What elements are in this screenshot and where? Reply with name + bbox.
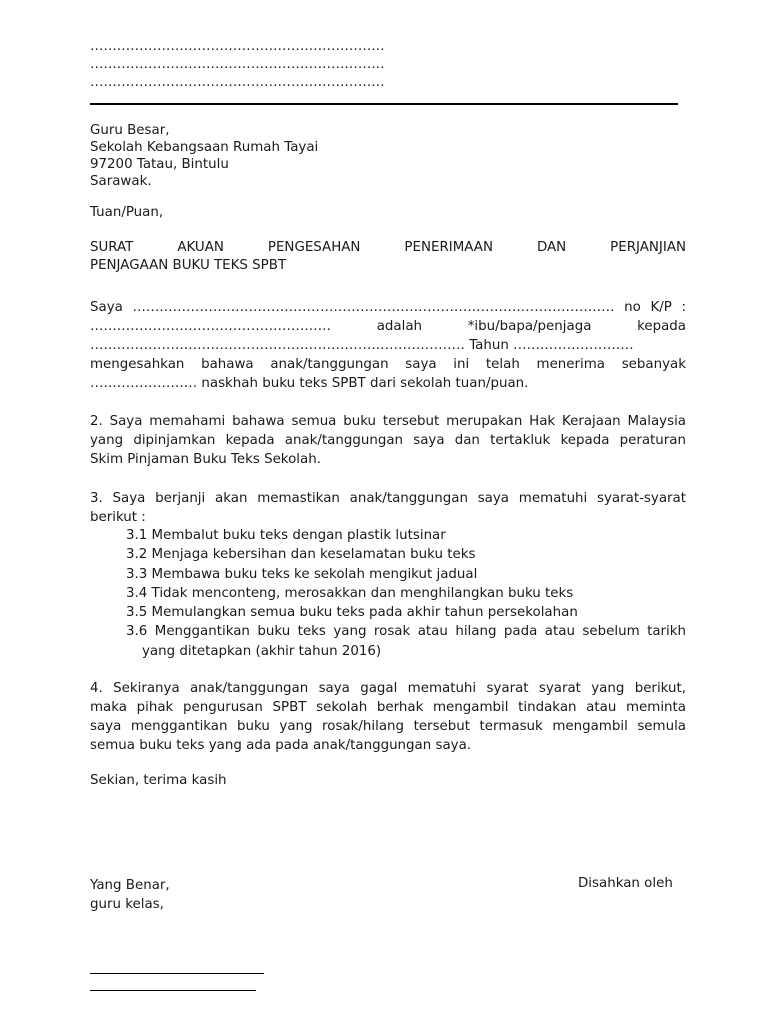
- sender-line-1: …………………………………………………………: [90, 39, 385, 54]
- signature-right-label: Disahkan oleh: [578, 876, 673, 891]
- list-item: 3.4 Tidak menconteng, merosakkan dan menghilangkan buku teks: [126, 585, 574, 601]
- para1-line-2: ……………………………………………… adalah *ibu/bapa/penjaga kepada: [90, 319, 686, 334]
- salutation: Tuan/Puan,: [90, 205, 164, 220]
- letter-title: [90, 239, 686, 275]
- signature-left-line-1: Yang Benar,: [90, 878, 170, 893]
- signature-left-line-2: guru kelas,: [90, 897, 164, 912]
- title-line-1: SURAT AKUAN PENGESAHAN PENERIMAAN DAN PERJANJIAN: [90, 240, 686, 255]
- list-item: 3.3 Membawa buku teks ke sekolah mengikut jadual: [126, 566, 478, 582]
- para2-line-2: yang dipinjamkan kepada anak/tanggungan saya dan tertakluk kepada peraturan: [90, 433, 686, 448]
- list-item: 3.2 Menjaga kebersihan dan keselamatan buku teks: [126, 547, 476, 563]
- para4-line-3: saya menggantikan buku yang rosak/hilang tersebut termasuk mengambil semula: [90, 719, 686, 734]
- para3-line-2: berikut :: [90, 510, 146, 525]
- signature-line-1: [90, 973, 264, 974]
- sender-line-2: …………………………………………………………: [90, 57, 385, 72]
- para3-line-1: 3. Saya berjanji akan memastikan anak/tanggungan saya mematuhi syarat-syarat: [90, 491, 686, 506]
- address-line-2: Sekolah Kebangsaan Rumah Tayai: [90, 140, 319, 155]
- para2-line-3: Skim Pinjaman Buku Teks Sekolah.: [90, 452, 321, 467]
- conditions-list: [126, 526, 686, 661]
- signature-left: [90, 876, 170, 914]
- address-line-4: Sarawak.: [90, 174, 152, 189]
- closing-text: Sekian, terima kasih: [90, 773, 227, 788]
- para1-line-4: mengesahkan bahawa anak/tanggungan saya ini telah menerima sebanyak: [90, 357, 686, 372]
- address-line-1: Guru Besar,: [90, 123, 170, 138]
- header-divider: [90, 103, 678, 105]
- list-item: 3.1 Membalut buku teks dengan plastik lutsinar: [126, 528, 446, 543]
- recipient-address: [90, 122, 318, 190]
- list-item: 3.5 Memulangkan semua buku teks pada akhir tahun persekolahan: [126, 605, 578, 621]
- address-line-3: 97200 Tatau, Bintulu: [90, 157, 229, 172]
- paragraph-1: [90, 298, 686, 393]
- sender-line-3: …………………………………………………………: [90, 75, 385, 90]
- para1-line-1: Saya ……………………………………………………………………………………………… no K/P :: [90, 300, 686, 315]
- paragraph-2: [90, 412, 686, 469]
- sender-block: [90, 38, 686, 92]
- list-item-continuation: yang ditetapkan (akhir tahun 2016): [142, 643, 382, 659]
- para2-line-1: 2. Saya memahami bahawa semua buku tersebut merupakan Hak Kerajaan Malaysia: [90, 414, 686, 429]
- title-line-2: PENJAGAAN BUKU TEKS SPBT: [90, 258, 287, 273]
- list-item: 3.6 Menggantikan buku teks yang rosak atau hilang pada atau sebelum tarikh: [126, 624, 686, 640]
- para4-line-2: maka pihak pengurusan SPBT sekolah berhak mengambil tindakan atau meminta: [90, 700, 686, 715]
- paragraph-4: [90, 679, 686, 755]
- paragraph-3: [90, 489, 686, 527]
- para1-line-5: …………………… naskhah buku teks SPBT dari sekolah tuan/puan.: [90, 376, 529, 391]
- signature-line-2: [90, 990, 256, 991]
- para1-line-3: ………………………………………………………………………… Tahun ………………………: [90, 338, 634, 353]
- para4-line-4: semua buku teks yang ada pada anak/tanggungan saya.: [90, 738, 472, 753]
- para4-line-1: 4. Sekiranya anak/tanggungan saya gagal mematuhi syarat syarat yang berikut,: [90, 681, 686, 696]
